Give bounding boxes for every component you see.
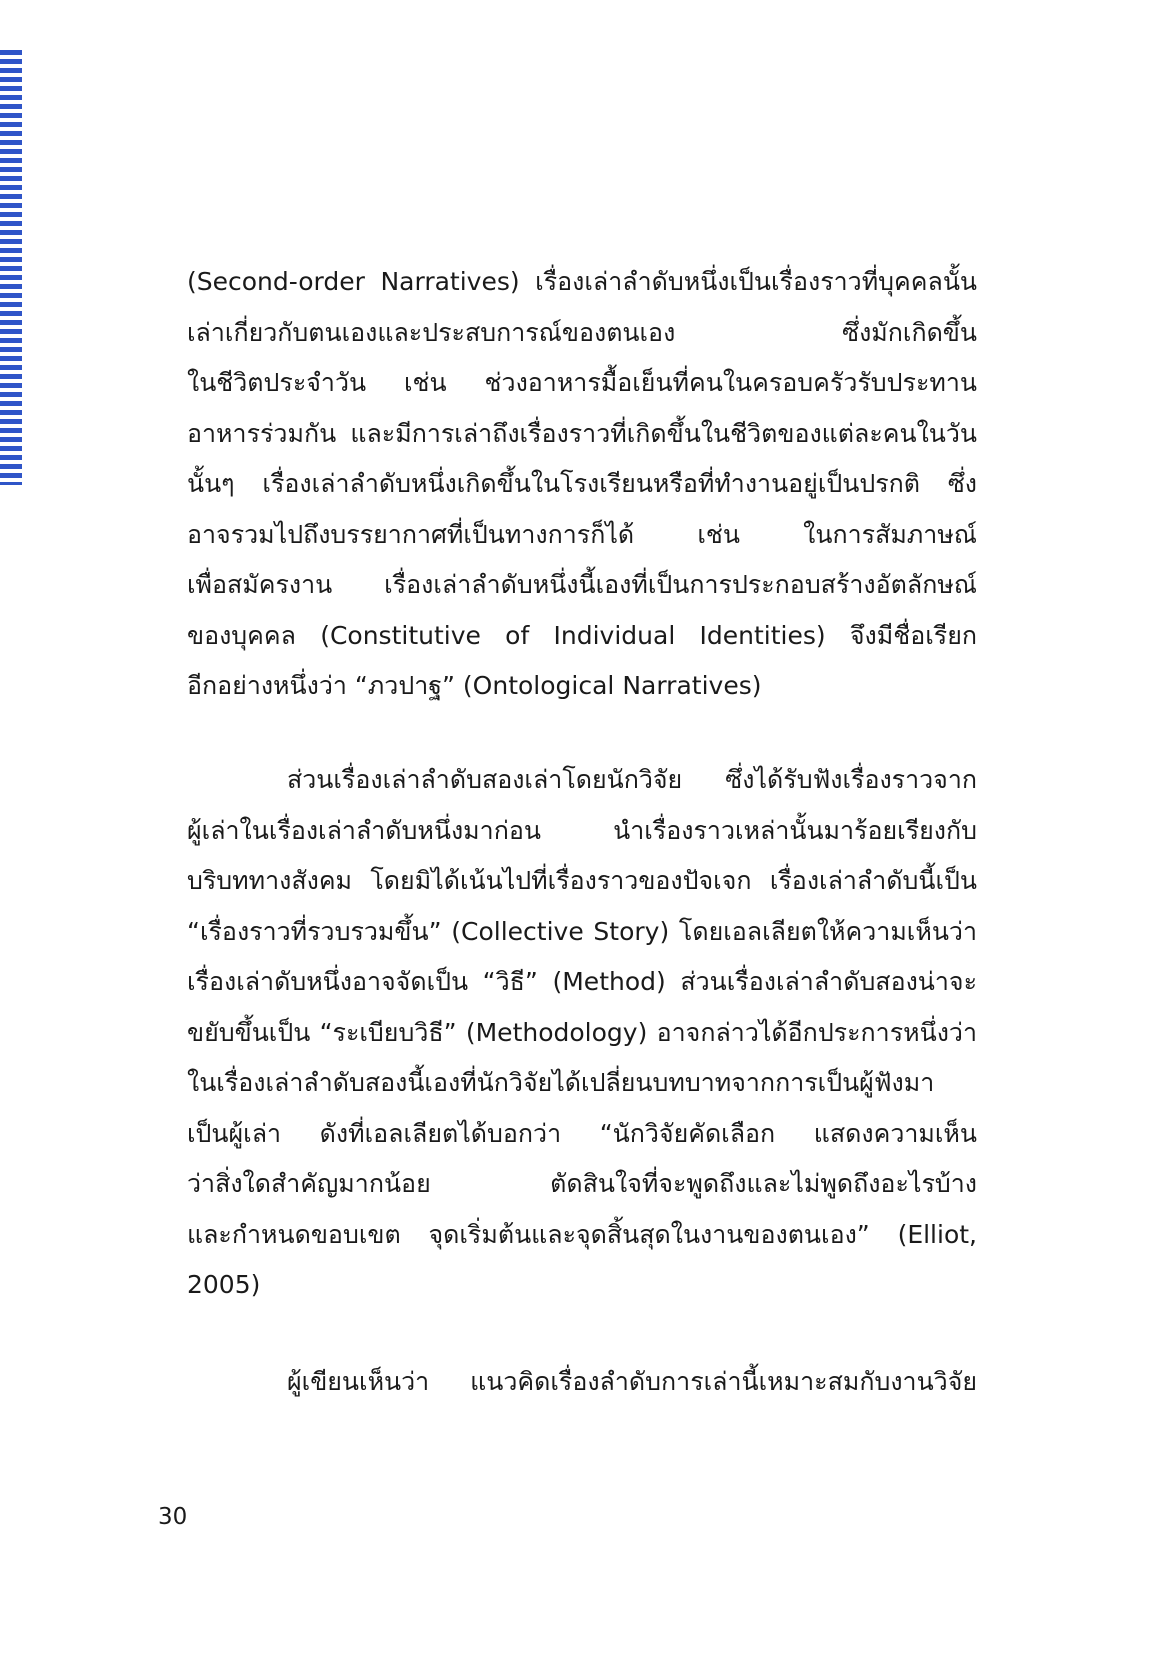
text-line: (Second-order Narratives) เรื่องเล่าลำดับหนึ่งเป็นเรื่องราวที่บุคคลนั้น (187, 267, 977, 296)
text-line: 2005) (187, 1270, 261, 1299)
text-line: อาหารร่วมกัน และมีการเล่าถึงเรื่องราวที่เกิดขึ้นในชีวิตของแต่ละคนในวัน (187, 418, 977, 448)
text-line: เพื่อสมัครงาน เรื่องเล่าลำดับหนึ่งนี้เองที่เป็นการประกอบสร้างอัตลักษณ์ (187, 570, 977, 599)
paragraph-2 (187, 755, 977, 1311)
text-line: ของบุคคล (Constitutive of Individual Identities) จึงมีชื่อเรียก (187, 620, 977, 650)
text-line: เล่าเกี่ยวกับตนเองและประสบการณ์ของตนเอง ซึ่งมักเกิดขึ้น (187, 317, 977, 347)
text-line: เรื่องเล่าดับหนึ่งอาจจัดเป็น “วิธี” (Method) ส่วนเรื่องเล่าลำดับสองน่าจะ (187, 967, 977, 996)
text-line: อีกอย่างหนึ่งว่า “ภวปาฐ” (Ontological Narratives) (187, 671, 762, 700)
text-line: อาจรวมไปถึงบรรยากาศที่เป็นทางการก็ได้ เช่น ในการสัมภาษณ์ (187, 519, 977, 549)
text-line: ขยับขึ้นเป็น “ระเบียบวิธี” (Methodology) อาจกล่าวได้อีกประการหนึ่งว่า (187, 1017, 977, 1047)
page-number: 30 (158, 1504, 188, 1530)
text-line: ในเรื่องเล่าลำดับสองนี้เองที่นักวิจัยได้เปลี่ยนบทบาทจากการเป็นผู้ฟังมา (187, 1068, 935, 1097)
paragraph-1 (187, 257, 977, 712)
text-line: ผู้เขียนเห็นว่า แนวคิดเรื่องลำดับการเล่านี้เหมาะสมกับงานวิจัย (287, 1367, 977, 1396)
text-line: “เรื่องราวที่รวบรวมขึ้น” (Collective Story) โดยเอลเลียตให้ความเห็นว่า (187, 916, 977, 946)
edge-stripe-decoration (0, 50, 22, 485)
text-line: เป็นผู้เล่า ดังที่เอลเลียตได้บอกว่า “นักวิจัยคัดเลือก แสดงความเห็น (187, 1118, 977, 1148)
text-line: บริบททางสังคม โดยมิได้เน้นไปที่เรื่องราวของปัจเจก เรื่องเล่าลำดับนี้เป็น (187, 866, 977, 895)
paragraph-3 (187, 1357, 977, 1408)
text-line: ผู้เล่าในเรื่องเล่าลำดับหนึ่งมาก่อน นำเรื่องราวเหล่านั้นมาร้อยเรียงกับ (187, 815, 977, 845)
text-line: ในชีวิตประจำวัน เช่น ช่วงอาหารมื้อเย็นที่คนในครอบครัวรับประทาน (187, 368, 977, 397)
text-line: ว่าสิ่งใดสำคัญมากน้อย ตัดสินใจที่จะพูดถึงและไม่พูดถึงอะไรบ้าง (187, 1169, 977, 1198)
text-line: นั้นๆ เรื่องเล่าลำดับหนึ่งเกิดขึ้นในโรงเรียนหรือที่ทำงานอยู่เป็นปรกติ ซึ่ง (187, 469, 977, 498)
text-line: และกำหนดขอบเขต จุดเริ่มต้นและจุดสิ้นสุดในงานของตนเอง” (Elliot, (187, 1219, 977, 1249)
text-line: ส่วนเรื่องเล่าลำดับสองเล่าโดยนักวิจัย ซึ่งได้รับฟังเรื่องราวจาก (287, 765, 977, 794)
